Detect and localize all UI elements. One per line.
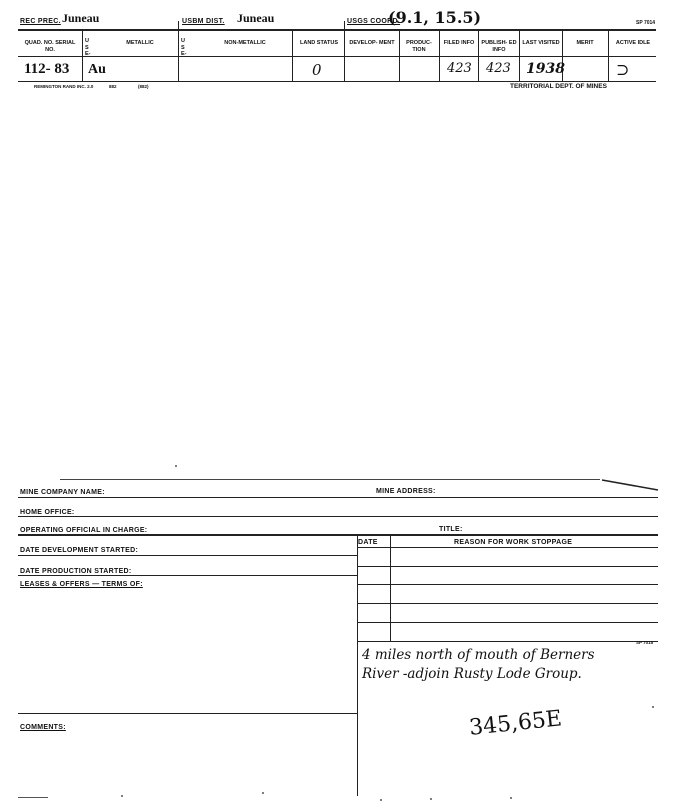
dot <box>175 465 177 467</box>
divider <box>390 534 391 642</box>
usbm-dist-label: USBM DIST. <box>182 18 225 25</box>
dot <box>262 792 264 794</box>
divider <box>358 547 658 548</box>
divider <box>18 534 658 536</box>
home-office-label: HOME OFFICE: <box>20 509 75 516</box>
title-label: TITLE: <box>439 526 463 533</box>
col-land-status: LAND STATUS <box>300 40 338 46</box>
department-label: TERRITORIAL DEPT. OF MINES <box>510 83 607 90</box>
handwritten-note <box>362 646 595 684</box>
divider <box>519 30 520 81</box>
col-quad-no: QUAD. NO. <box>24 40 54 46</box>
divider <box>60 479 600 480</box>
col-use-code-2: U S E- <box>181 38 187 57</box>
operating-official-label: OPERATING OFFICIAL IN CHARGE: <box>20 527 148 534</box>
col-production: PRODUC- TION <box>406 40 432 53</box>
rec-prec-value: Juneau <box>62 11 100 25</box>
handwritten-number: 345,65E <box>468 706 564 741</box>
leases-label: LEASES & OFFERS — TERMS OF: <box>20 581 143 588</box>
dot <box>121 795 123 797</box>
filed-info-value: 423 <box>447 61 472 76</box>
col-quad-serial <box>20 40 80 53</box>
usgs-coord-value: (9.1, 15.5) <box>388 8 482 27</box>
top-card-line-2 <box>18 56 656 57</box>
reason-col-label: REASON FOR WORK STOPPAGE <box>454 539 573 546</box>
col-serial-no: SERIAL NO. <box>45 40 76 53</box>
form-number-bottom: SP 7015 <box>636 640 654 645</box>
date-production-label: DATE PRODUCTION STARTED: <box>20 568 132 575</box>
dot <box>380 799 382 801</box>
handwritten-note-line-1: 4 miles north of mouth of Berners <box>362 647 595 663</box>
date-col-label: DATE <box>358 539 378 546</box>
divider <box>358 641 658 642</box>
divider <box>358 622 658 623</box>
col-filed-info: FILED INFO <box>443 40 475 46</box>
printer-code-2: (882) <box>138 84 149 89</box>
col-last-visited: LAST VISITED <box>522 40 560 46</box>
printer-code-1: 882 <box>109 84 117 89</box>
last-visited-value: 1938 <box>526 61 565 77</box>
dot <box>430 798 432 800</box>
printer-credit: REMINGTON RAND INC. 2.0 <box>34 84 94 89</box>
divider <box>178 21 179 81</box>
top-card-line-1 <box>18 29 656 31</box>
divider <box>358 566 658 567</box>
active-idle-value: ⊃ <box>616 60 630 79</box>
col-development: DEVELOP- MENT <box>349 40 395 46</box>
divider <box>18 713 358 714</box>
handwritten-note-line-2: River -adjoin Rusty Lode Group. <box>362 666 582 682</box>
divider <box>439 30 440 81</box>
form-number-top: SP 7014 <box>636 20 656 26</box>
col-use-code-1: U S E- <box>85 38 91 57</box>
divider <box>82 30 83 81</box>
mine-company-name-label: MINE COMPANY NAME: <box>20 489 105 496</box>
date-development-label: DATE DEVELOPMENT STARTED: <box>20 547 139 554</box>
col-active-idle: ACTIVE IDLE <box>615 40 651 46</box>
published-info-value: 423 <box>486 61 511 76</box>
comments-label: COMMENTS: <box>20 724 66 731</box>
divider <box>399 30 400 81</box>
divider <box>344 21 345 81</box>
top-card-line-3 <box>18 81 656 82</box>
col-non-metallic: NON-METALLIC <box>224 40 266 46</box>
dot <box>510 797 512 799</box>
dot <box>652 706 654 708</box>
col-published-info: PUBLISH- ED INFO <box>481 40 517 53</box>
metallic-value: Au <box>88 62 106 77</box>
divider <box>18 575 358 576</box>
divider <box>292 30 293 81</box>
divider <box>608 30 609 81</box>
divider <box>18 555 358 556</box>
divider <box>357 534 358 796</box>
land-status-value: 0 <box>312 61 322 79</box>
mine-address-label: MINE ADDRESS: <box>376 488 436 495</box>
divider <box>18 516 658 517</box>
corner-mark <box>600 474 660 494</box>
col-metallic: METALLIC <box>126 40 154 46</box>
divider <box>478 30 479 81</box>
divider <box>358 584 658 585</box>
usbm-dist-value: Juneau <box>237 11 275 25</box>
divider <box>358 603 658 604</box>
divider <box>18 797 48 798</box>
rec-prec-label: REC PREC. <box>20 18 61 25</box>
usgs-coord-label: USGS COORD. <box>347 18 401 25</box>
quad-serial-value: 112- 83 <box>24 61 70 77</box>
col-merit: MERIT <box>576 40 594 46</box>
divider <box>18 497 658 498</box>
